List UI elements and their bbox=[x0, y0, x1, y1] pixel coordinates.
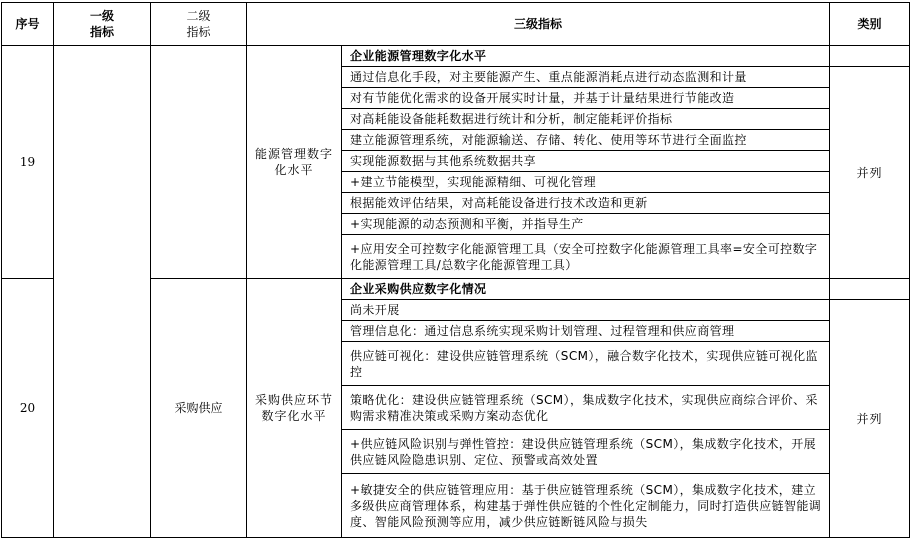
level1-cell bbox=[54, 46, 151, 538]
level2-cell bbox=[151, 46, 247, 279]
header-level2: 二级 指标 bbox=[151, 3, 247, 46]
level3-item: 通过信息化手段，对主要能源产生、重点能源消耗点进行动态监测和计量 bbox=[342, 67, 830, 88]
level2-cell: 采购供应 bbox=[151, 279, 247, 538]
level3-item: 根据能效评估结果，对高耗能设备进行技术改造和更新 bbox=[342, 193, 830, 214]
level3-item: 策略优化：建设供应链管理系统（SCM），集成数字化技术，实现供应商综合评价、采购需求精准决策或采购方案动态优化 bbox=[342, 386, 830, 430]
category-blank bbox=[830, 46, 910, 67]
level3-item: 实现能源数据与其他系统数据共享 bbox=[342, 151, 830, 172]
header-seq: 序号 bbox=[2, 3, 54, 46]
table-row bbox=[2, 46, 910, 67]
level3-item: +实现能源的动态预测和平衡，并指导生产 bbox=[342, 214, 830, 235]
category-cell: 并列 bbox=[830, 67, 910, 279]
level3-item: +敏捷安全的供应链管理应用：基于供应链管理系统（SCM），集成数字化技术，建立多级供应商管理体系，构建基于弹性供应链的个性化定制能力，同时打造供应链智能调度、智能风险预测等应用，减少供应链断链风险与损失 bbox=[342, 474, 830, 538]
header-category: 类别 bbox=[830, 3, 910, 46]
category-blank bbox=[830, 279, 910, 300]
header-level1: 一级 指标 bbox=[54, 3, 151, 46]
level3-item: 建立能源管理系统，对能源输送、存储、转化、使用等环节进行全面监控 bbox=[342, 130, 830, 151]
level3-item: 对高耗能设备能耗数据进行统计和分析，制定能耗评价指标 bbox=[342, 109, 830, 130]
header-row bbox=[2, 3, 910, 46]
level3-item: 管理信息化：通过信息系统实现采购计划管理、过程管理和供应商管理 bbox=[342, 321, 830, 342]
level3-title: 企业能源管理数字化水平 bbox=[342, 46, 830, 67]
seq-cell: 19 bbox=[2, 46, 54, 279]
level3-title: 企业采购供应数字化情况 bbox=[342, 279, 830, 300]
level3-item: +建立节能模型，实现能源精细、可视化管理 bbox=[342, 172, 830, 193]
level3-item: +应用安全可控数字化能源管理工具（安全可控数字化能源管理工具率=安全可控数字化能源管理工具/总数字化能源管理工具） bbox=[342, 235, 830, 279]
indicator-table bbox=[1, 2, 910, 538]
seq-cell: 20 bbox=[2, 279, 54, 538]
level3-item: 对有节能优化需求的设备开展实时计量，并基于计量结果进行节能改造 bbox=[342, 88, 830, 109]
category-cell: 并列 bbox=[830, 300, 910, 538]
level3-item: 供应链可视化：建设供应链管理系统（SCM），融合数字化技术，实现供应链可视化监控 bbox=[342, 342, 830, 386]
level2b-cell: 能源管理数字化水平 bbox=[247, 46, 342, 279]
header-level3: 三级指标 bbox=[247, 3, 830, 46]
level3-item: 尚未开展 bbox=[342, 300, 830, 321]
level2b-cell: 采购供应环节数字化水平 bbox=[247, 279, 342, 538]
level3-item: +供应链风险识别与弹性管控：建设供应链管理系统（SCM），集成数字化技术，开展供应链风险隐患识别、定位、预警或高效处置 bbox=[342, 430, 830, 474]
